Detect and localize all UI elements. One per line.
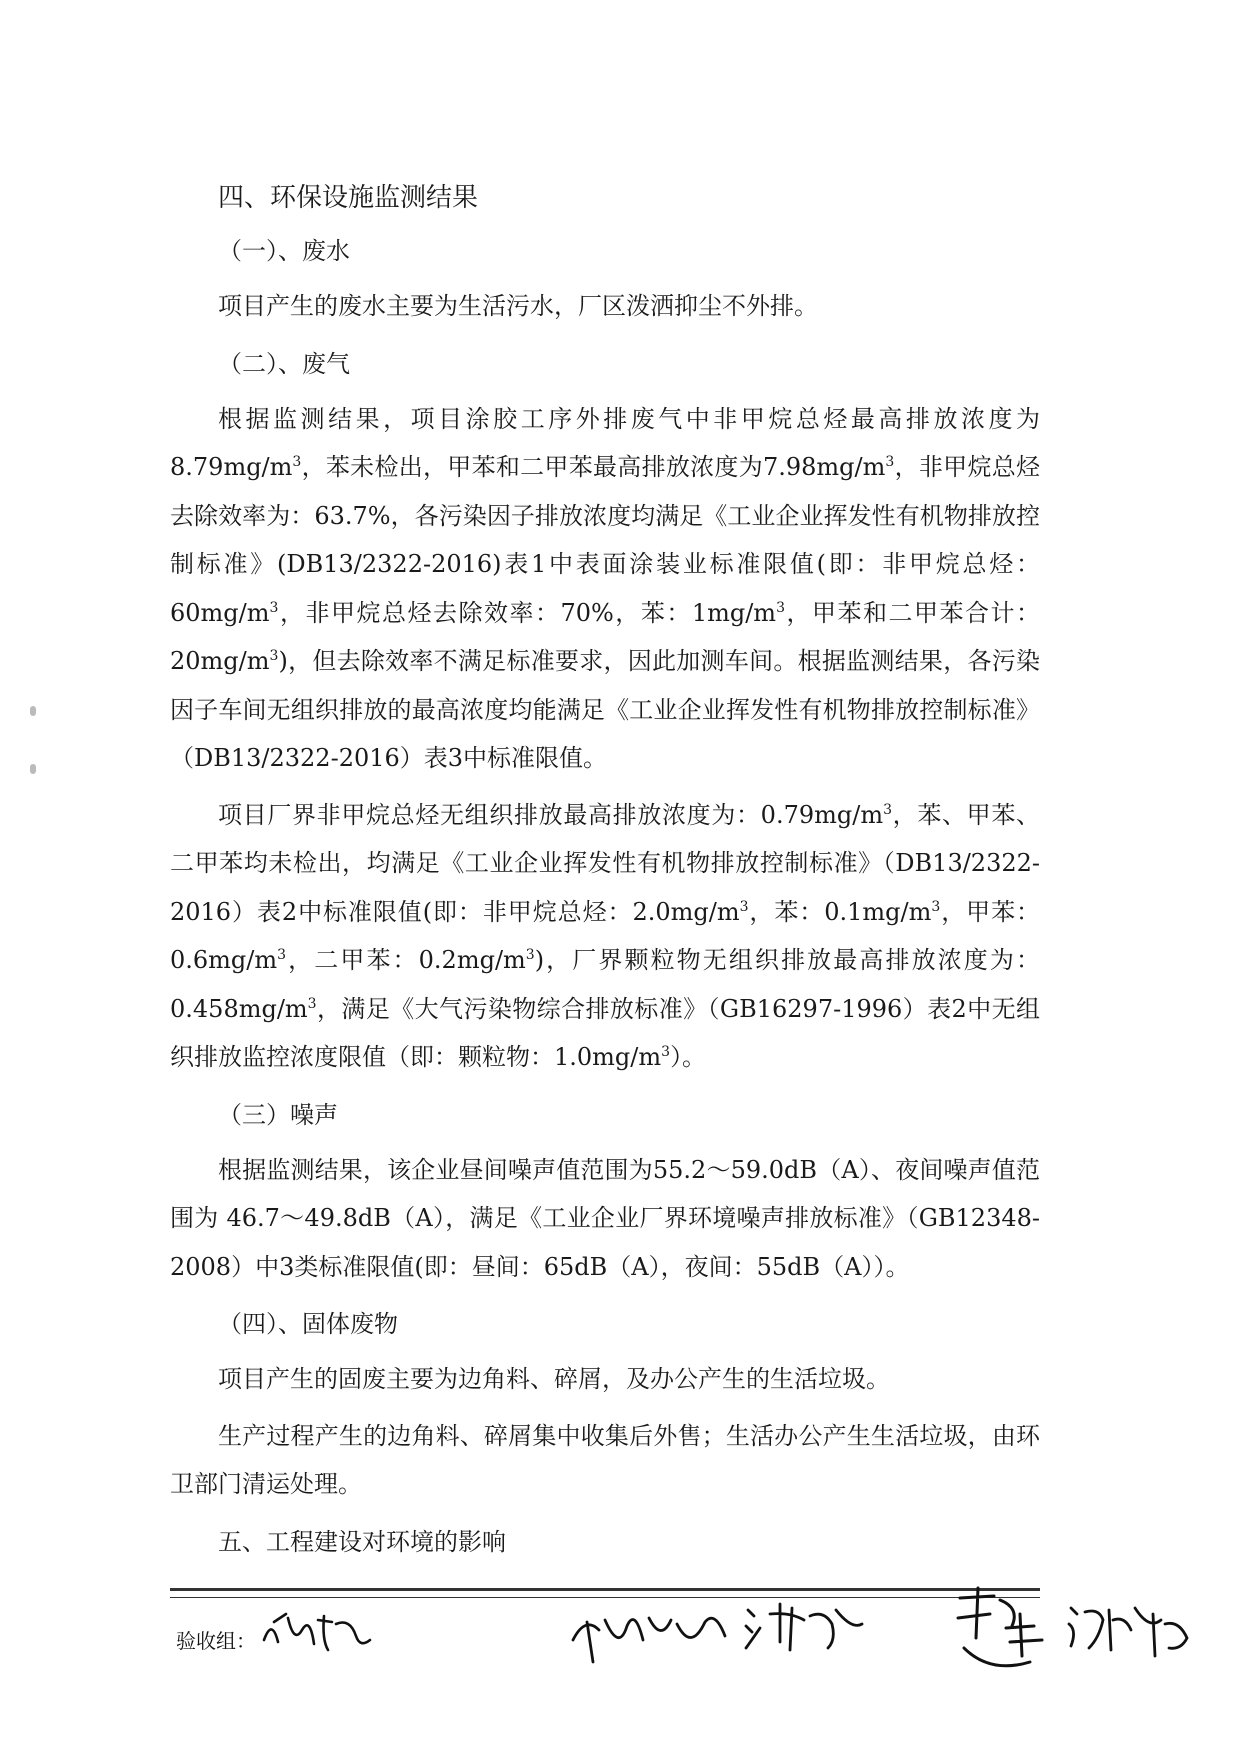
binder-hole-mark (30, 764, 36, 774)
section-5-heading: 五、工程建设对环境的影响 (218, 1527, 506, 1556)
waste-gas-paragraph-1: 根据监测结果，项目涂胶工序外排废气中非甲烷总烃最高排放浓度为$8.79mg/m^3$，苯未检出，甲苯和二甲苯最高排放浓度为$7.98mg/m^3$，非甲烷总烃去除效率为：63.7%，各污染因子排放浓度均满足《工业企业挥发性有机物排放控制标准》(DB13/2322-2016)表1中表面涂装业标准限值(即：非甲烷总烃：$60mg/m^3$，非甲烷总烃去除效率：70%，苯：$1mg/m^3$，甲苯和二甲苯合计：$20mg/m^3$)，但去除效率不满足标准要求，因此加测车间。根据监测结果，各污染因子车间无组织排放的最高浓度均能满足《工业企业挥发性有机物排放控制标准》（DB13/2322-2016）表3中标准限值。 (170, 404, 1041, 772)
signature-4 (950, 1578, 1060, 1688)
section-4-heading: 四、环保设施监测结果 (218, 183, 479, 213)
solid-waste-paragraph-2: 生产过程产生的边角料、碎屑集中收集后外售；生活办公产生生活垃圾，由环卫部门清运处理。 (170, 1421, 1040, 1498)
acceptance-group-label: 验收组： (176, 1629, 256, 1653)
noise-heading: （三）噪声 (218, 1100, 338, 1129)
wastewater-heading: （一）、废水 (218, 237, 350, 265)
document-body (170, 180, 1040, 1573)
signature-2 (565, 1592, 735, 1672)
binder-hole-mark (30, 706, 36, 716)
wastewater-paragraph: 项目产生的废水主要为生活污水，厂区泼洒抑尘不外排。 (218, 292, 818, 320)
noise-paragraph: 根据监测结果，该企业昼间噪声值范围为55.2～59.0dB（A）、夜间噪声值范围为 46.7～49.8dB（A），满足《工业企业厂界环境噪声排放标准》（GB12348-2008）中3类标准限值(即：昼间：65dB（A），夜间：55dB（A））。 (170, 1155, 1040, 1281)
signature-1 (258, 1600, 378, 1660)
waste-gas-heading: （二）、废气 (218, 349, 350, 378)
signature-3 (740, 1590, 870, 1660)
solid-waste-paragraph-1: 项目产生的固废主要为边角料、碎屑，及办公产生的生活垃圾。 (218, 1365, 890, 1393)
signature-5 (1065, 1590, 1195, 1670)
solid-waste-heading: （四）、固体废物 (218, 1310, 398, 1338)
waste-gas-paragraph-2: 项目厂界非甲烷总烃无组织排放最高排放浓度为：$0.79mg/m^3$，苯、甲苯、二甲苯均未检出，均满足《工业企业挥发性有机物排放控制标准》（DB13/2322-2016）表2中标准限值(即：非甲烷总烃：$2.0mg/m^3$，苯：$0.1mg/m^3$，甲苯：$0.6mg/m^3$，二甲苯：$0.2mg/m^3$)，厂界颗粒物无组织排放最高排放浓度为：$0.458mg/m^3$，满足《大气污染物综合排放标准》（GB16297-1996）表2中无组织排放监控浓度限值（即：颗粒物：$1.0mg/m^3$）。 (170, 800, 1041, 1071)
